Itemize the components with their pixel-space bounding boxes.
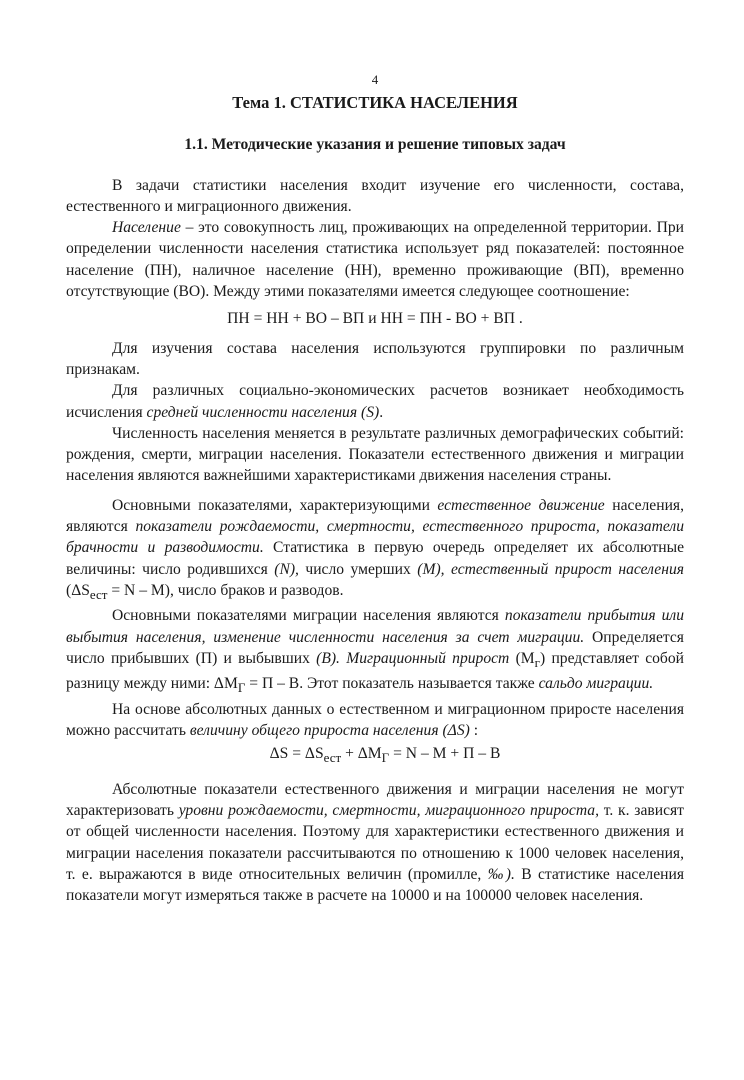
paragraph-intro: В задачи статистики населения входит изучение его численности, состава, естественного и миграционного движения. — [66, 176, 684, 215]
paragraph-natural-movement: Основными показателями, характеризующими естественное движение населения, являются показатели рождаемости, смертности, естественного прироста, показатели брачности и разводимости. Статистика в первую очередь определяет их абсолютные величины: число родившихся (N), число умерших (М), естественный прирост населения $(\Delta S_{ест} = N - M)$, число браков и разводов. — [66, 496, 685, 603]
formula-total-growth: $\Delta S = \Delta S_{ест} + \Delta М_Г = N - M + П - В$ — [269, 745, 501, 766]
paragraph-average-population: Для различных социально-экономических расчетов возникает необходимость исчисления средней численности населения (S). — [66, 382, 684, 421]
paragraph-total-growth: На основе абсолютных данных о естественном и миграционном приросте населения можно рассчитать величину общего прироста населения (ΔS) : — [66, 700, 684, 740]
paragraph-population-definition: Население – это совокупность лиц, проживающих на определенной территории. При определении численности населения статистика использует ряд показателей: постоянное население (ПН), наличное население (НН), временно проживающие (ВП), временно отсутствующие (ВО). Между этими показателями имеется следующее соотношение: — [66, 219, 684, 301]
term-average-population: средней численности населения (S) — [146, 403, 380, 421]
term-population: Население — [112, 219, 181, 237]
paragraph-relative-indicators: Абсолютные показатели естественного движения и миграции населения не могут характеризовать уровни рождаемости, смертности, миграционного прироста, т. к. зависят от общей численности населения. Поэтому для характеристики естественного движения и миграции населения показатели рассчитываются по отношению к 1000 человек населения, т. е. выражаются в виде относительных величин (промилле, ‰). В статистике населения показатели могут измеряться также в расчете на 10000 и на 100000 человек населения. — [66, 780, 684, 905]
page-number: 4 — [371, 72, 379, 87]
formula-population: ПН = НН + ВО – ВП и НН = ПН - ВО + ВП . — [227, 310, 523, 328]
page-title: Тема 1. СТАТИСТИКА НАСЕЛЕНИЯ — [232, 93, 518, 112]
section-subtitle: 1.1. Методические указания и решение типовых задач — [184, 136, 566, 154]
paragraph-composition: Для изучения состава населения используются группировки по различным признакам. — [66, 339, 684, 378]
paragraph-migration: Основными показателями миграции населения являются показатели прибытия или выбытия населения, изменение численности населения за счет миграции. Определяется число прибывших (П) и выбывших (В). Миграционный прирост $(М_г)$ представляет собой разницу между ними: $\Delta М_Г = П - В$. Этот показатель называется также сальдо миграции. — [66, 607, 684, 696]
paragraph-population-change: Численность населения меняется в результате различных демографических событий: рождения, смерти, миграции населения. Показатели естественного движения и миграции населения являются важнейшими характеристиками движения населения страны. — [66, 424, 684, 485]
